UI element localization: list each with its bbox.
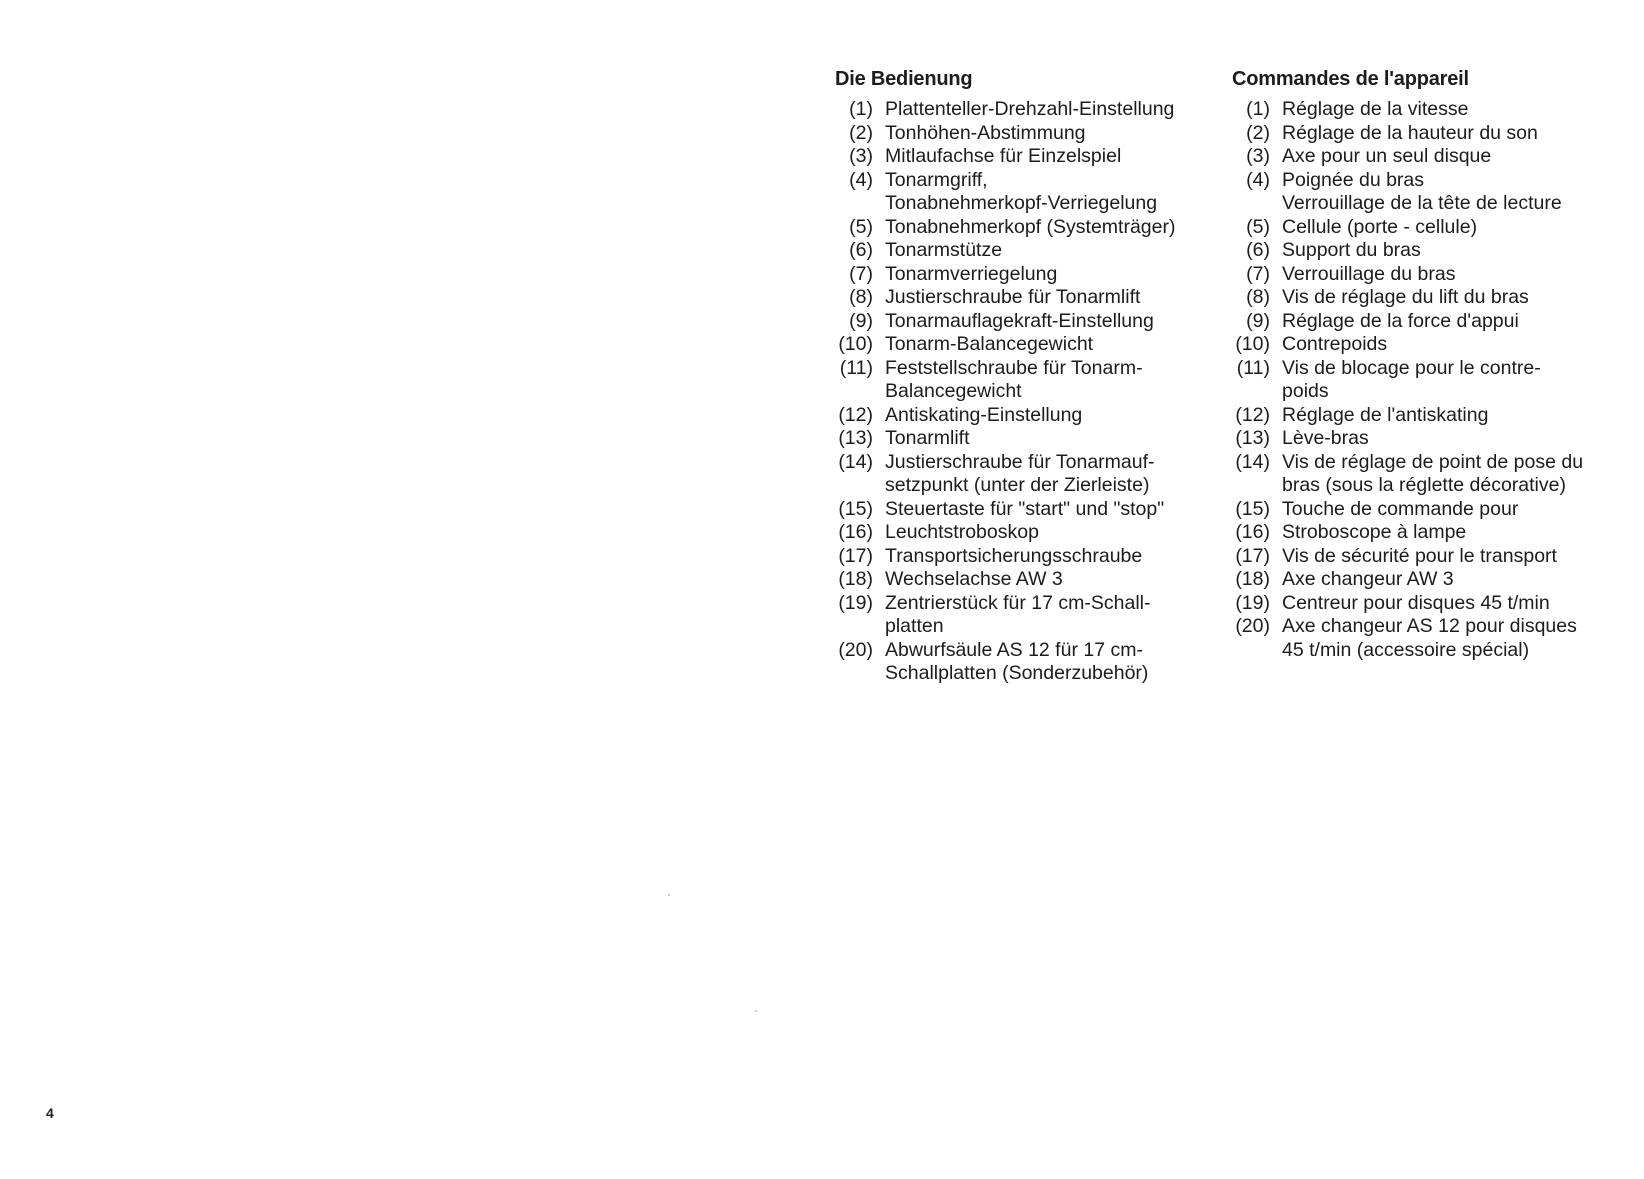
item-description-line: Justierschraube für Tonarmlift — [885, 286, 1141, 308]
control-item — [1232, 169, 1632, 216]
item-number: (18) — [838, 568, 873, 590]
item-number: (9) — [1246, 309, 1270, 332]
item-description — [885, 545, 1215, 569]
item-description-line: Réglage de la vitesse — [1282, 98, 1469, 120]
item-description-line: Tonarmauflagekraft-Einstellung — [885, 309, 1154, 332]
item-description — [1282, 545, 1632, 569]
item-description-line: Tonarm-Balancegewicht — [885, 333, 1094, 355]
control-item — [1232, 239, 1632, 263]
control-item — [1232, 98, 1632, 122]
item-description-line: Tonarmlift — [885, 427, 970, 449]
control-item — [835, 545, 1215, 569]
item-description-line: Abwurfsäule AS 12 für 17 cm- — [885, 638, 1143, 661]
item-description-line: Réglage de la hauteur du son — [1282, 121, 1538, 144]
item-description-line: Axe changeur AS 12 pour disques — [1282, 615, 1577, 637]
item-description — [885, 592, 1215, 639]
item-description — [885, 404, 1215, 428]
control-item — [1232, 498, 1632, 522]
item-number: (7) — [849, 262, 873, 285]
control-item — [835, 427, 1215, 451]
item-description-line: Verrouillage de la tête de lecture — [1282, 192, 1562, 214]
item-description — [1282, 333, 1632, 357]
control-item — [835, 404, 1215, 428]
control-item — [835, 521, 1215, 545]
item-description-line: Tonabnehmerkopf-Verriegelung — [885, 192, 1158, 214]
item-description — [885, 122, 1215, 146]
item-description — [1282, 592, 1632, 616]
item-number: (3) — [1246, 145, 1270, 167]
item-number: (10) — [1235, 333, 1270, 355]
item-description-line: Zentrierstück für 17 cm-Schall- — [885, 591, 1151, 614]
item-number: (2) — [1246, 121, 1270, 144]
item-description-line: Tonarmverriegelung — [885, 262, 1058, 285]
item-description — [1282, 122, 1632, 146]
item-description — [1282, 216, 1632, 240]
item-number: (3) — [849, 145, 873, 167]
item-description — [1282, 286, 1632, 310]
item-description-line: Transportsicherungsschraube — [885, 544, 1143, 567]
control-item — [1232, 357, 1632, 404]
item-number: (9) — [849, 309, 873, 332]
item-description-line: Tonhöhen-Abstimmung — [885, 121, 1086, 144]
item-number: (11) — [839, 356, 873, 379]
control-item — [1232, 404, 1632, 428]
control-item — [1232, 568, 1632, 592]
item-number: (12) — [1235, 403, 1270, 426]
scan-speck — [668, 894, 670, 896]
item-description — [1282, 498, 1632, 522]
control-item — [1232, 286, 1632, 310]
item-description — [885, 169, 1215, 216]
item-description-line: Lève-bras — [1282, 427, 1369, 449]
item-number: (14) — [1235, 450, 1270, 473]
item-description-line: Réglage de la force d'appui — [1282, 309, 1519, 332]
control-item — [835, 498, 1215, 522]
item-description — [1282, 427, 1632, 451]
control-item — [1232, 333, 1632, 357]
control-item — [835, 310, 1215, 334]
item-description-line: Verrouillage du bras — [1282, 262, 1456, 285]
item-description-line: Vis de réglage du lift du bras — [1282, 286, 1529, 308]
french-heading: Commandes de l'appareil — [1232, 68, 1469, 90]
control-item — [835, 263, 1215, 287]
control-item — [835, 333, 1215, 357]
item-description-line: Réglage de l'antiskating — [1282, 403, 1489, 426]
item-number: (4) — [849, 168, 873, 191]
scan-speck — [755, 1010, 757, 1012]
item-description — [885, 216, 1215, 240]
item-description — [1282, 521, 1632, 545]
german-controls-list — [835, 98, 1215, 686]
item-description-line: Antiskating-Einstellung — [885, 403, 1083, 426]
control-item — [835, 286, 1215, 310]
item-description-line: setzpunkt (unter der Zierleiste) — [885, 474, 1150, 496]
item-description-line: 45 t/min (accessoire spécial) — [1282, 638, 1530, 661]
item-description-line: Leuchtstroboskop — [885, 521, 1039, 543]
item-number: (6) — [1246, 239, 1270, 261]
item-number: (13) — [838, 427, 873, 449]
french-controls-column — [1232, 66, 1632, 662]
item-description — [885, 357, 1215, 404]
page-number: 4 — [46, 1105, 54, 1121]
item-description — [1282, 615, 1632, 662]
item-description — [885, 286, 1215, 310]
item-description — [1282, 568, 1632, 592]
item-number: (19) — [1235, 591, 1270, 614]
french-controls-list — [1232, 98, 1632, 662]
item-number: (12) — [838, 403, 873, 426]
item-number: (1) — [1246, 98, 1270, 120]
control-item — [835, 639, 1215, 686]
control-item — [1232, 615, 1632, 662]
german-heading: Die Bedienung — [835, 68, 973, 90]
control-item — [1232, 145, 1632, 169]
item-description — [885, 333, 1215, 357]
control-item — [835, 145, 1215, 169]
item-number: (14) — [838, 450, 873, 473]
item-number: (20) — [838, 638, 873, 661]
item-description-line: platten — [885, 615, 944, 637]
item-number: (7) — [1246, 262, 1270, 285]
item-description — [885, 145, 1215, 169]
control-item — [1232, 216, 1632, 240]
item-description — [1282, 98, 1632, 122]
item-number: (15) — [838, 497, 873, 520]
control-item — [1232, 592, 1632, 616]
item-number: (18) — [1235, 568, 1270, 590]
item-description-line: bras (sous la réglette décorative) — [1282, 474, 1566, 496]
item-number: (11) — [1236, 356, 1270, 379]
control-item — [835, 568, 1215, 592]
item-description-line: Plattenteller-Drehzahl-Einstellung — [885, 98, 1175, 120]
item-description — [885, 498, 1215, 522]
control-item — [835, 216, 1215, 240]
item-description — [885, 521, 1215, 545]
item-description-line: Tonabnehmerkopf (Systemträger) — [885, 215, 1176, 238]
control-item — [835, 239, 1215, 263]
item-number: (1) — [849, 98, 873, 120]
item-description-line: Contrepoids — [1282, 333, 1388, 355]
item-number: (17) — [838, 544, 873, 567]
control-item — [835, 592, 1215, 639]
control-item — [1232, 427, 1632, 451]
control-item — [1232, 122, 1632, 146]
item-number: (8) — [849, 286, 873, 308]
control-item — [1232, 263, 1632, 287]
item-number: (6) — [849, 239, 873, 261]
item-description — [1282, 169, 1632, 216]
item-description-line: Cellule (porte - cellule) — [1282, 215, 1478, 238]
item-number: (19) — [838, 591, 873, 614]
item-description-line: Touche de commande pour — [1282, 497, 1519, 520]
item-number: (16) — [1235, 521, 1270, 543]
item-description-line: Feststellschraube für Tonarm- — [885, 356, 1143, 379]
control-item — [835, 122, 1215, 146]
item-number: (2) — [849, 121, 873, 144]
item-description-line: Support du bras — [1282, 239, 1421, 261]
item-number: (5) — [849, 215, 873, 238]
item-number: (13) — [1235, 427, 1270, 449]
item-description-line: Poignée du bras — [1282, 168, 1425, 191]
item-description — [1282, 404, 1632, 428]
item-number: (8) — [1246, 286, 1270, 308]
item-description-line: Stroboscope à lampe — [1282, 521, 1467, 543]
item-description — [1282, 263, 1632, 287]
item-description-line: Axe pour un seul disque — [1282, 145, 1492, 167]
control-item — [835, 451, 1215, 498]
item-number: (5) — [1246, 215, 1270, 238]
control-item — [1232, 545, 1632, 569]
item-description — [885, 239, 1215, 263]
item-description — [885, 263, 1215, 287]
item-number: (16) — [838, 521, 873, 543]
item-description-line: poids — [1282, 380, 1329, 402]
item-description — [1282, 239, 1632, 263]
control-item — [1232, 451, 1632, 498]
item-number: (4) — [1246, 168, 1270, 191]
item-number: (17) — [1235, 544, 1270, 567]
item-description-line: Centreur pour disques 45 t/min — [1282, 591, 1550, 614]
control-item — [1232, 310, 1632, 334]
control-item — [1232, 521, 1632, 545]
item-description-line: Tonarmgriff, — [885, 168, 988, 191]
item-description-line: Justierschraube für Tonarmauf- — [885, 450, 1155, 473]
item-description-line: Steuertaste für "start" und "stop" — [885, 497, 1165, 520]
item-description — [1282, 145, 1632, 169]
item-description-line: Vis de réglage de point de pose du — [1282, 450, 1584, 473]
item-description-line: Vis de blocage pour le contre- — [1282, 356, 1541, 379]
control-item — [835, 357, 1215, 404]
item-description-line: Vis de sécurité pour le transport — [1282, 544, 1557, 567]
item-number: (15) — [1235, 497, 1270, 520]
item-description-line: Wechselachse AW 3 — [885, 568, 1063, 590]
item-description-line: Schallplatten (Sonderzubehör) — [885, 662, 1149, 684]
item-description-line: Balancegewicht — [885, 380, 1022, 402]
item-number: (10) — [838, 333, 873, 355]
item-description — [885, 427, 1215, 451]
item-description — [885, 98, 1215, 122]
german-controls-column — [835, 66, 1215, 686]
item-description — [1282, 451, 1632, 498]
item-description — [1282, 310, 1632, 334]
item-description — [885, 451, 1215, 498]
item-description-line: Axe changeur AW 3 — [1282, 568, 1454, 590]
control-item — [835, 98, 1215, 122]
control-item — [835, 169, 1215, 216]
item-description-line: Tonarmstütze — [885, 239, 1003, 261]
item-description — [885, 568, 1215, 592]
item-description — [1282, 357, 1632, 404]
item-description-line: Mitlaufachse für Einzelspiel — [885, 145, 1122, 167]
item-description — [885, 310, 1215, 334]
item-number: (20) — [1235, 615, 1270, 637]
item-description — [885, 639, 1215, 686]
